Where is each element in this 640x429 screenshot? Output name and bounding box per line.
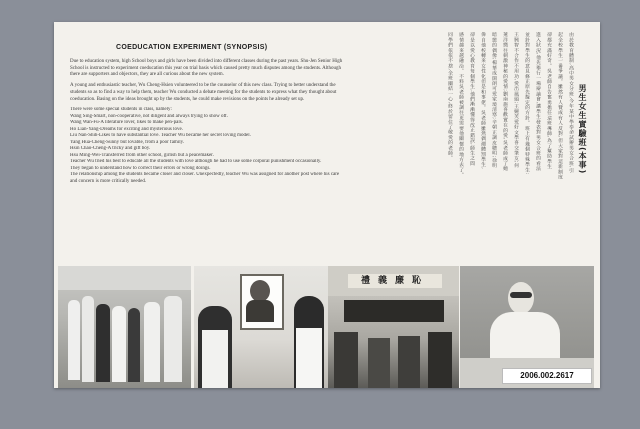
pamphlet-page [54,22,600,388]
chinese-column: 進入狀況,他先舉行一場辯論會,讓學生發表對男女合班的看法 [535,32,540,172]
chinese-column: 卻是以愛心教育每個學生,他們漸漸懂得改正錯誤,師生之間 [469,32,474,166]
list-item: Wang Sing-Smart, non-cooperative, not diligent and always trying to show off. [70,113,228,119]
synopsis-paragraph-1: Due to education system, high School boys and girls have been divided into different classes during the past years. Shu-Jen Senior High School is instructed to experiment coeducation this year on trial basis which caused pretty much disputes among the students. Although there are supporters and objectors, they are all curious about the new system. [70,59,343,78]
photo-classroom-banner [328,266,459,388]
classroom-banner: 禮義廉恥 [348,274,442,288]
chinese-title: 男生女生實驗班(本事) [578,84,587,175]
photo-classroom-portrait [194,266,328,388]
chinese-column: 由於教育體制,高中男女分班,今年某中學奉命試辦男女合班,引 [568,32,573,173]
chinese-column: 王興智不合作不用功,愛出風頭;王婉芙愛好文學喜交筆友;何 [513,32,518,168]
chinese-synopsis [364,32,594,262]
list-item: They began to understand how to correct their errors or wrong doings. [70,165,211,171]
photo-students-lineup [58,266,191,388]
list-item: Yang Hua-Cheng-Sunny but lovable, from a poor family. [70,139,185,145]
synopsis-paragraph-2: A young and enthusiastic teacher, Wu Cheng-Hsien volunteered to be the counselor of this new class. Trying to better understand the students so as to find a way to help them, teacher Wu conducted a debate meeting for the students to express what they thought about coeducation. Basing on the ideas brought up by the students, he could make revisions on the points he already set up. [70,83,337,102]
catalog-number-tag: 2006.002.2617 [502,368,592,384]
chinese-column: 蓮洋嚮往刺激神秘的愛情;劉南施喜歡實在的愛,吳老師成了她 [502,32,507,172]
list-item: Teacher Wu tried his best to educate all the students with love although he had to use some corporal punishment occasionally. [70,159,322,165]
chinese-column: 卻都充滿好奇。吳老師自告奮勇擔任這班導師,為了幫助學生 [546,32,551,170]
chinese-column: 感情越來越融洽。不料吳老師被調往更需要他關懷的地方去了。 [458,32,463,178]
list-intro: There were some special students in class, namely: [70,107,172,113]
student-list [70,107,346,185]
chinese-column: 暗戀的偶像;楊華成開朗可愛家境清寒;辛朝正調皮聰明;徐明 [491,32,496,169]
chinese-column: 起全校學生一番爭議。雖然有人贊成有人反對,但大家對這新制度 [557,32,562,180]
photo-old-teacher [460,266,594,388]
chinese-column: 同學們依依不捨,全班團結一心,終於留住了敬愛的老師。 [447,32,452,161]
chinese-column: 並針對學生的意見修正原先擬定的方針。班上有幾個特殊學生: [524,32,529,175]
list-item: The relationship among the students became closer and closer. Unexpectedly, teacher Wu was assigned for another post where his care and concern is more critically needed. [70,172,340,184]
list-item: Hsin Chao-Cheng-A tricky and gift boy. [70,146,151,152]
list-item: Hsu Ming-Wei-Transferred from other school, girlish but a peacemaker. [70,152,214,158]
list-item: Ho Lian-Yang-Dreams for exciting and mysterious love. [70,126,183,132]
english-synopsis [70,44,346,185]
list-item: Wang Wan-Fu-A literature lover, likes to make pen-pals. [70,120,183,126]
list-item: Liu Nan-Shih-Likes to have substantial love. Teacher Wu became her secret loving model. [70,133,251,139]
english-title: COEDUCATION EXPERIMENT (SYNOPSIS) [116,44,268,51]
chinese-column: 偉自他校轉來女性化但是和事佬。吳老師雖然偶爾體罰學生, [480,32,485,170]
